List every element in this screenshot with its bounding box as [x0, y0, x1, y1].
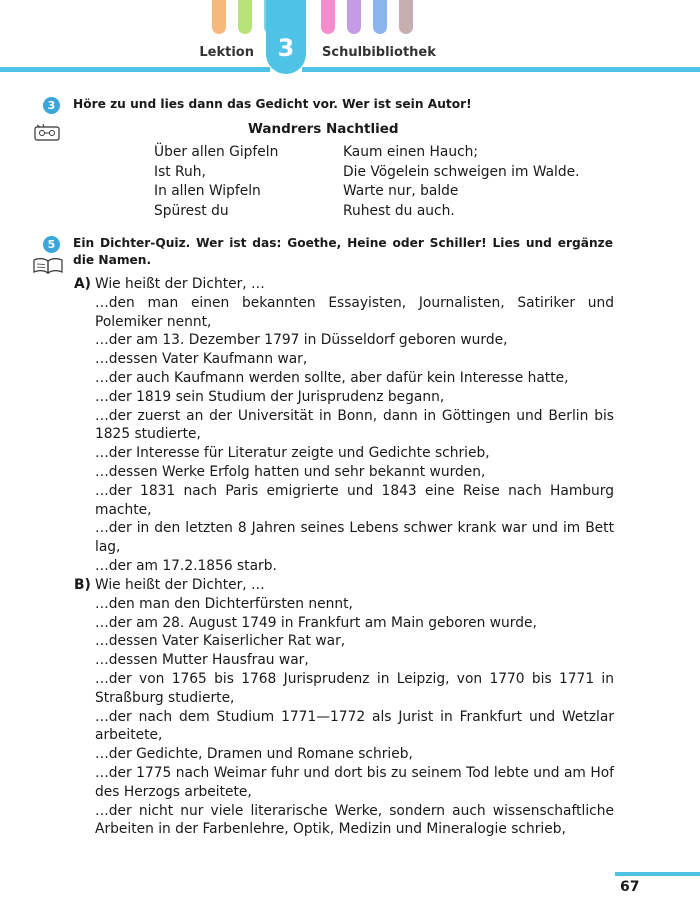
exercise-3-number: 3 [43, 97, 60, 114]
header-tab [399, 0, 413, 34]
list-item: …der in den letzten 8 Jahren seines Lebens schwer krank war und im Bett lag, [95, 520, 614, 556]
section-b-text [95, 576, 614, 839]
poem-line: Kaum einen Hauch; [343, 144, 479, 160]
poem-line: Ist Ruh, [154, 163, 206, 180]
page-number: 67 [620, 879, 640, 895]
list-item: …dessen Werke Erfolg hatten und sehr bekannt wurden, [95, 463, 486, 480]
poem-line: In allen Wipfeln [154, 183, 261, 199]
list-item: …der zuerst an der Universität in Bonn, dann in Göttingen und Berlin bis 1825 studierte, [95, 407, 614, 443]
exercise-5-number: 5 [43, 236, 60, 253]
header-rule-right [302, 67, 700, 72]
section-b-intro: Wie heißt der Dichter, … [95, 577, 265, 593]
header-color-tabs [0, 0, 700, 40]
section-b-letter: B) [74, 577, 91, 593]
header-tab [373, 0, 387, 34]
list-item: …der am 13. Dezember 1797 in Düsseldorf geboren wurde, [95, 332, 508, 349]
lesson-number: 3 [277, 34, 295, 62]
list-item: …dessen Vater Kaufmann war, [95, 351, 308, 368]
list-item: …der Gedichte, Dramen und Romane schrieb, [95, 746, 413, 763]
list-item: …den man den Dichterfürsten nennt, [95, 595, 353, 612]
poem-column-right [343, 143, 580, 221]
header-tab [212, 0, 226, 34]
section-a-text [95, 275, 614, 576]
cassette-tape-icon [34, 124, 60, 146]
list-item: …der am 17.2.1856 starb. [95, 557, 277, 574]
list-item: …der auch Kaufmann werden sollte, aber dafür kein Interesse hatte, [95, 369, 569, 386]
exercise-5-instruction: Ein Dichter-Quiz. Wer ist das: Goethe, Heine oder Schiller! Lies und ergänze die Namen. [73, 236, 613, 267]
list-item: …der 1775 nach Weimar fuhr und dort bis zu seinem Tod lebte und am Hof des Herzogs arbeitete, [95, 764, 614, 800]
list-item: …der Interesse für Literatur zeigte und Gedichte schrieb, [95, 445, 490, 462]
exercise-3-instruction: Höre zu und lies dann das Gedicht vor. Wer ist sein Autor! [73, 97, 472, 111]
section-a-letter: A) [74, 276, 91, 292]
open-book-icon [33, 257, 63, 279]
list-item: …der nach dem Studium 1771—1772 als Jurist in Frankfurt und Wetzlar arbeitete, [95, 708, 614, 744]
footer-rule [615, 872, 700, 876]
header-rule-left [0, 67, 270, 72]
lesson-topic: Schulbibliothek [322, 45, 436, 60]
header-tab [347, 0, 361, 34]
poem-line: Die Vögelein schweigen im Walde. [343, 163, 580, 180]
poem-column-left [154, 143, 278, 221]
list-item: …der 1831 nach Paris emigrierte und 1843 eine Reise nach Hamburg machte, [95, 482, 614, 518]
poem-line: Warte nur, balde [343, 183, 459, 199]
poem-line: Ruhest du auch. [343, 202, 455, 219]
header-tab [321, 0, 335, 34]
list-item: …dessen Mutter Hausfrau war, [95, 652, 309, 669]
poem-title: Wandrers Nachtlied [248, 121, 399, 137]
header-tab [238, 0, 252, 34]
poem-line: Über allen Gipfeln [154, 144, 279, 160]
list-item: …den man einen bekannten Essayisten, Journalisten, Satiriker und Polemiker nennt, [95, 294, 614, 330]
list-item: …der nicht nur viele literarische Werke, sondern auch wissenschaftliche Arbeiten in der Farbenlehre, Optik, Medizin und Mineralogie schrieb, [95, 802, 614, 838]
lesson-label: Lektion [199, 45, 254, 60]
poem-line: Spürest du [154, 202, 229, 219]
list-item: …der von 1765 bis 1768 Jurisprudenz in Leipzig, von 1770 bis 1771 in Straßburg studierte, [95, 670, 614, 706]
list-item: …der am 28. August 1749 in Frankfurt am Main geboren wurde, [95, 614, 537, 631]
section-a-intro: Wie heißt der Dichter, … [95, 276, 265, 292]
list-item: …dessen Vater Kaiserlicher Rat war, [95, 633, 346, 650]
list-item: …der 1819 sein Studium der Jurisprudenz begann, [95, 388, 445, 405]
